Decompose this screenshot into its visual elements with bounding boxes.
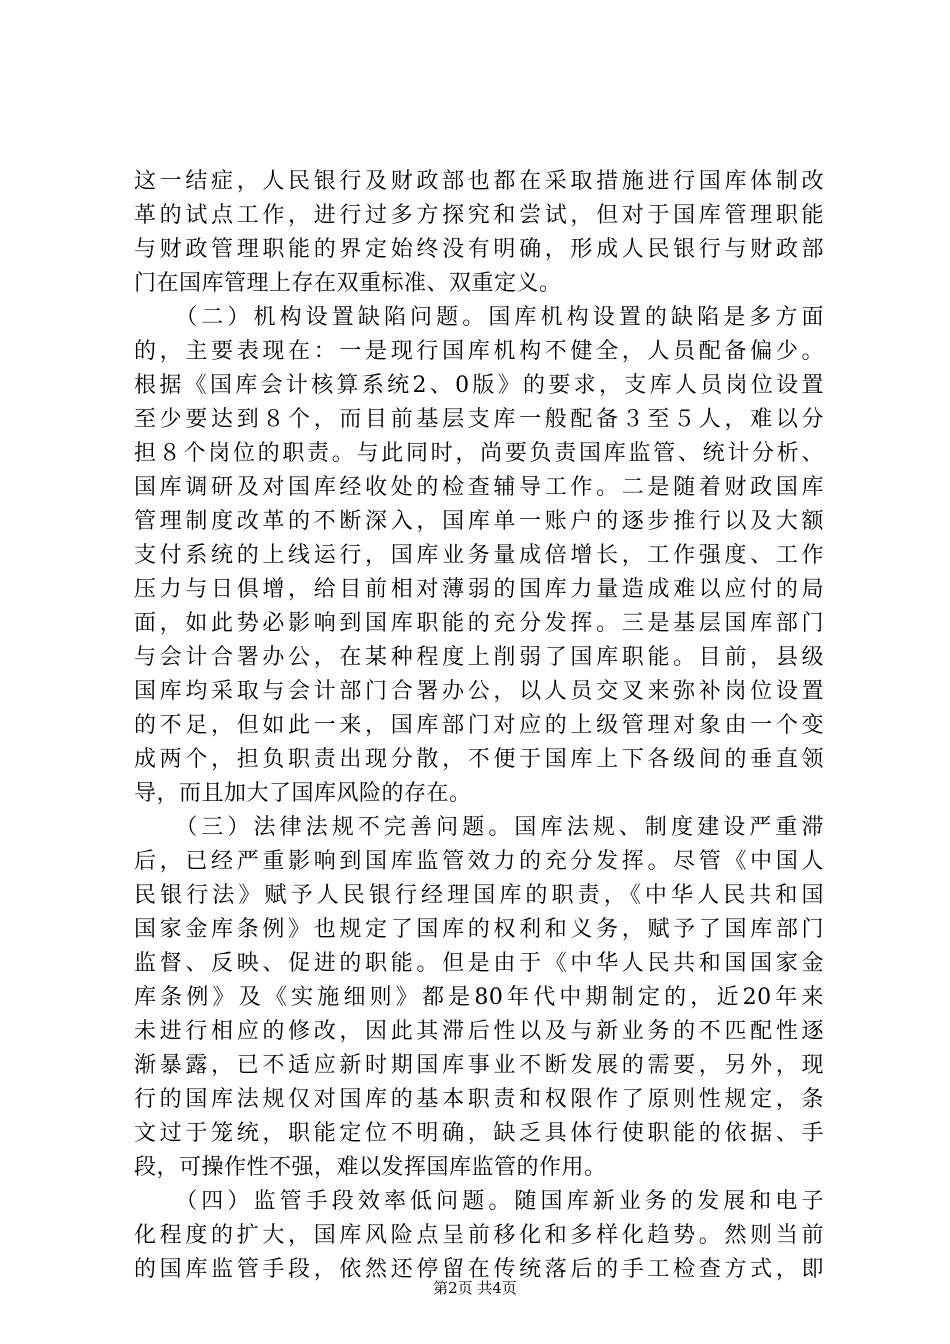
page-number: 第2页 共4页 (433, 1279, 517, 1297)
text-line: （四）监管手段效率低问题。随国库新业务的发展和电子 (134, 1189, 824, 1214)
text-line: 支付系统的上线运行，国库业务量成倍增长，工作强度、工作 (134, 543, 824, 568)
text-line: 国库调研及对国库经收处的检查辅导工作。二是随着财政国库 (134, 475, 824, 500)
text-line: （二）机构设置缺陷问题。国库机构设置的缺陷是多方面 (134, 305, 824, 330)
text-line: 面，如此势必影响到国库职能的充分发挥。三是基层国库部门 (134, 611, 824, 636)
text-line: 导，而且加大了国库风险的存在。 (134, 781, 472, 806)
text-line: 与会计合署办公，在某种程度上削弱了国库职能。目前，县级 (134, 645, 824, 670)
page-footer (0, 1278, 950, 1298)
text-line: 文过于笼统，职能定位不明确，缺乏具体行使职能的依据、手 (134, 1121, 824, 1146)
text-line: 化程度的扩大，国库风险点呈前移化和多样化趋势。然则当前 (134, 1223, 824, 1248)
text-line: 渐暴露，已不适应新时期国库事业不断发展的需要，另外，现 (134, 1053, 824, 1078)
text-line: 未进行相应的修改，因此其滞后性以及与新业务的不匹配性逐 (134, 1019, 824, 1044)
text-line: 管理制度改革的不断深入，国库单一账户的逐步推行以及大额 (134, 509, 824, 534)
text-line: 至少要达到８个，而目前基层支库一般配备３至５人，难以分 (134, 407, 824, 432)
text-line: 革的试点工作，进行过多方探究和尝试，但对于国库管理职能 (134, 203, 824, 228)
text-line: 的国库监管手段，依然还停留在传统落后的手工检查方式，即 (134, 1257, 824, 1282)
text-line: 成两个，担负职责出现分散，不便于国库上下各级间的垂直领 (134, 747, 824, 772)
text-line: 行的国库法规仅对国库的基本职责和权限作了原则性规定，条 (134, 1087, 824, 1112)
text-line: 与财政管理职能的界定始终没有明确，形成人民银行与财政部 (134, 237, 824, 262)
body-text (134, 165, 824, 1287)
text-line: 根据《国库会计核算系统2、0版》的要求，支库人员岗位设置 (134, 373, 824, 398)
text-line: 库条例》及《实施细则》都是80年代中期制定的，近20年来 (134, 985, 824, 1010)
text-line: 担８个岗位的职责。与此同时，尚要负责国库监管、统计分析、 (134, 441, 824, 466)
text-line: 监督、反映、促进的职能。但是由于《中华人民共和国国家金 (134, 951, 824, 976)
text-line: 段，可操作性不强，难以发挥国库监管的作用。 (134, 1155, 607, 1180)
text-line: 国家金库条例》也规定了国库的权利和义务，赋予了国库部门 (134, 917, 824, 942)
text-line: 后，已经严重影响到国库监管效力的充分发挥。尽管《中国人 (134, 849, 824, 874)
text-line: 的不足，但如此一来，国库部门对应的上级管理对象由一个变 (134, 713, 824, 738)
text-line: 门在国库管理上存在双重标准、双重定义。 (134, 271, 562, 296)
text-line: 压力与日俱增，给目前相对薄弱的国库力量造成难以应付的局 (134, 577, 824, 602)
text-line: 这一结症，人民银行及财政部也都在采取措施进行国库体制改 (134, 169, 824, 194)
text-line: 国库均采取与会计部门合署办公，以人员交叉来弥补岗位设置 (134, 679, 824, 704)
text-line: 民银行法》赋予人民银行经理国库的职责，《中华人民共和国 (134, 883, 824, 908)
text-line: 的，主要表现在：一是现行国库机构不健全，人员配备偏少。 (134, 339, 824, 364)
text-line: （三）法律法规不完善问题。国库法规、制度建设严重滞 (134, 815, 824, 840)
